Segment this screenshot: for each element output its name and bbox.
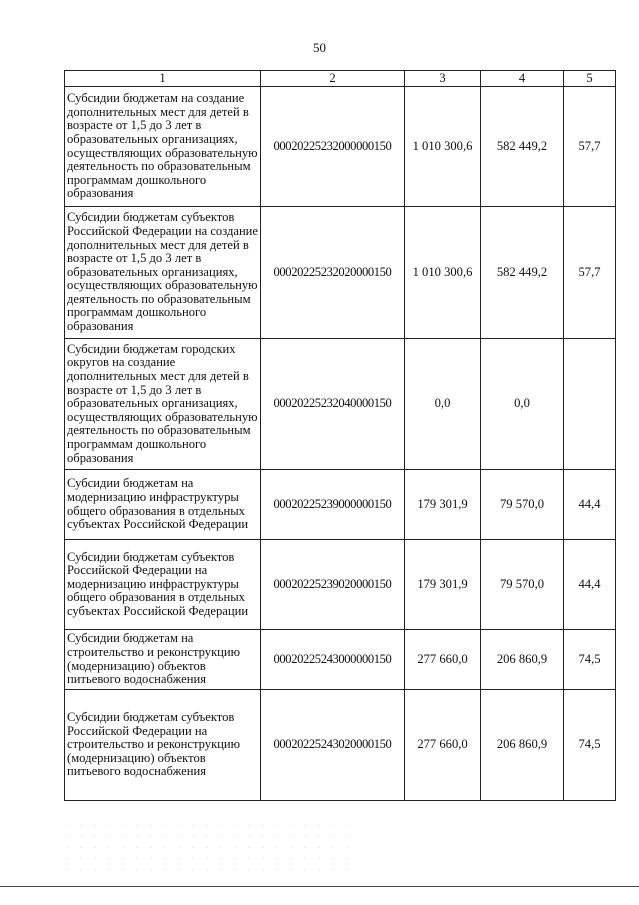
- row-name: Субсидии бюджетам субъектов Российской Федерации на создание дополнительных мест для детей в возрасте от 1,5 до 3 лет в образовательных организациях, осуществляющих образовательную деятельность по образовательным программам дошкольного образования: [65, 207, 261, 339]
- row-code: 00020225243020000150: [261, 690, 405, 801]
- row-code: 00020225239020000150: [261, 540, 405, 630]
- row-percent: 74,5: [564, 690, 616, 801]
- row-planned: 277 660,0: [405, 630, 481, 690]
- row-code: 00020225232000000150: [261, 87, 405, 207]
- row-actual: 0,0: [481, 339, 564, 470]
- row-actual: 206 860,9: [481, 630, 564, 690]
- table-row: [65, 87, 616, 207]
- column-header-3: 3: [405, 71, 481, 87]
- row-percent: 44,4: [564, 470, 616, 540]
- row-actual: 79 570,0: [481, 470, 564, 540]
- row-planned: 1 010 300,6: [405, 207, 481, 339]
- row-percent: [564, 339, 616, 470]
- column-header-2: 2: [261, 71, 405, 87]
- table-row: [65, 540, 616, 630]
- row-name: Субсидии бюджетам на создание дополнительных мест для детей в возрасте от 1,5 до 3 лет в образовательных организациях, осуществляющих образовательную деятельность по образовательным программам дошкольного образования: [65, 87, 261, 207]
- table-row: [65, 630, 616, 690]
- row-percent: 57,7: [564, 207, 616, 339]
- row-actual: 582 449,2: [481, 207, 564, 339]
- table-header-row: [65, 71, 616, 87]
- row-planned: 277 660,0: [405, 690, 481, 801]
- bottom-edge-line: [0, 886, 639, 887]
- scan-noise: [60, 820, 360, 870]
- row-code: 00020225232020000150: [261, 207, 405, 339]
- column-header-1: 1: [65, 71, 261, 87]
- table-row: [65, 339, 616, 470]
- table-row: [65, 470, 616, 540]
- row-name: Субсидии бюджетам на модернизацию инфраструктуры общего образования в отдельных субъектах Российской Федерации: [65, 470, 261, 540]
- row-planned: 179 301,9: [405, 540, 481, 630]
- row-name: Субсидии бюджетам субъектов Российской Федерации на модернизацию инфраструктуры общего образования в отдельных субъектах Российской Федерации: [65, 540, 261, 630]
- row-name: Субсидии бюджетам городских округов на создание дополнительных мест для детей в возрасте от 1,5 до 3 лет в образовательных организациях, осуществляющих образовательную деятельность по образовательным программам дошкольного образования: [65, 339, 261, 470]
- column-header-5: 5: [564, 71, 616, 87]
- column-header-4: 4: [481, 71, 564, 87]
- row-planned: 1 010 300,6: [405, 87, 481, 207]
- row-planned: 0,0: [405, 339, 481, 470]
- page-number: 50: [313, 40, 326, 55]
- row-code: 00020225232040000150: [261, 339, 405, 470]
- table-row: [65, 690, 616, 801]
- table-row: [65, 207, 616, 339]
- row-percent: 57,7: [564, 87, 616, 207]
- row-percent: 44,4: [564, 540, 616, 630]
- row-name: Субсидии бюджетам на строительство и реконструкцию (модернизацию) объектов питьевого водоснабжения: [65, 630, 261, 690]
- row-code: 00020225243000000150: [261, 630, 405, 690]
- row-actual: 582 449,2: [481, 87, 564, 207]
- row-code: 00020225239000000150: [261, 470, 405, 540]
- row-actual: 79 570,0: [481, 540, 564, 630]
- row-name: Субсидии бюджетам субъектов Российской Федерации на строительство и реконструкцию (модернизацию) объектов питьевого водоснабжения: [65, 690, 261, 801]
- row-percent: 74,5: [564, 630, 616, 690]
- budget-table: [64, 70, 616, 801]
- row-actual: 206 860,9: [481, 690, 564, 801]
- row-planned: 179 301,9: [405, 470, 481, 540]
